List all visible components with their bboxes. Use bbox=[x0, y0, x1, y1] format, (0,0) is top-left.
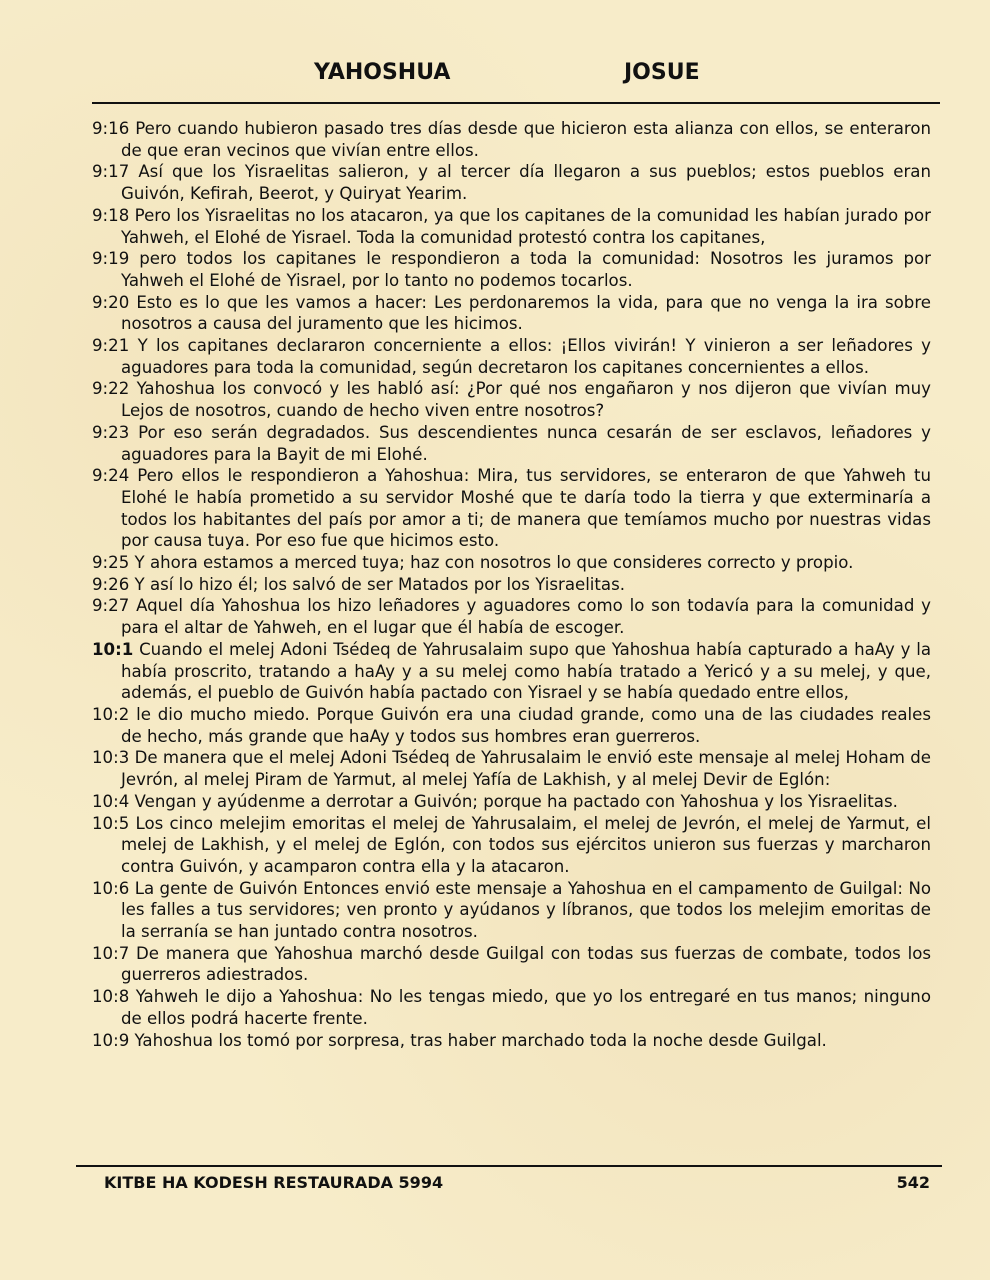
verse-text-body: Pero cuando hubieron pasado tres días desde que hicieron esta alianza con ellos, se enteraron de que eran vecinos que vivían entre ellos. bbox=[121, 119, 931, 160]
verse bbox=[92, 205, 931, 248]
verse-reference: 10:3 bbox=[92, 748, 130, 768]
verse bbox=[92, 813, 931, 878]
verse-reference: 9:25 bbox=[92, 553, 130, 573]
verse-text-body: pero todos los capitanes le respondieron a toda la comunidad: Nosotros les juramos por Yahweh el Elohé de Yisrael, por lo tanto no podemos tocarlos. bbox=[121, 249, 931, 290]
verse-text-body: Yahoshua los tomó por sorpresa, tras haber marchado toda la noche desde Guilgal. bbox=[134, 1030, 827, 1050]
verse bbox=[92, 161, 931, 204]
verse bbox=[92, 704, 931, 747]
verse-reference: 9:27 bbox=[92, 596, 130, 616]
verse-reference: 10:2 bbox=[92, 704, 130, 724]
verse-text-body: Y ahora estamos a merced tuya; haz con nosotros lo que consideres correcto y propio. bbox=[134, 553, 854, 573]
verse-text bbox=[92, 118, 931, 1051]
verse-text-body: le dio mucho miedo. Porque Guivón era una ciudad grande, como una de las ciudades reales de hecho, más grande que haAy y todos sus hombres eran guerreros. bbox=[121, 704, 931, 746]
verse bbox=[92, 595, 931, 638]
verse-text-body: Así que los Yisraelitas salieron, y al tercer día llegaron a sus pueblos; estos pueblos eran Guivón, Kefirah, Beerot, y Quiryat Yearim. bbox=[121, 162, 931, 204]
verse-text-body: Esto es lo que les vamos a hacer: Les perdonaremos la vida, para que no venga la ira sobre nosotros a causa del juramento que les hicimos. bbox=[121, 292, 931, 334]
verse-reference: 9:21 bbox=[92, 336, 130, 356]
verse bbox=[92, 422, 931, 465]
verse-reference: 9:20 bbox=[92, 292, 130, 312]
verse-text-body: De manera que el melej Adoni Tsédeq de Yahrusalaim le envió este mensaje al melej Hoham de Jevrón, al melej Piram de Yarmut, al melej Yafía de Lakhish, y al melej Devir de Eglón: bbox=[121, 748, 931, 790]
verse-reference: 9:17 bbox=[92, 162, 130, 182]
verse-text-body: Los cinco melejim emoritas el melej de Yahrusalaim, el melej de Jevrón, el melej de Yarmut, el melej de Lakhish, y el melej de Eglón, con todos sus ejércitos unieron sus fuerzas y marcharon contra Guivón, y acamparon contra ella y la atacaron. bbox=[121, 813, 931, 876]
verse-text-body: La gente de Guivón Entonces envió este mensaje a Yahoshua en el campamento de Guilgal: No les falles a tus servidores; ven pronto y ayúdanos y líbranos, que todos los melejim emoritas de la serranía se han juntado contra nosotros. bbox=[121, 878, 932, 942]
verse bbox=[92, 574, 931, 596]
verse-text-body: Pero los Yisraelitas no los atacaron, ya que los capitanes de la comunidad les habían jurado por Yahweh, el Elohé de Yisrael. Toda la comunidad protestó contra los capitanes, bbox=[121, 205, 931, 247]
verse-text-body: Cuando el melej Adoni Tsédeq de Yahrusalaim supo que Yahoshua había capturado a haAy y la había proscrito, tratando a haAy y a su melej como había tratado a Yericó y a su melej, y que, además, el pueblo de Guivón había pactado con Yisrael y se había quedado entre ellos, bbox=[121, 639, 931, 703]
verse-text-body: De manera que Yahoshua marchó desde Guilgal con todas sus fuerzas de combate, todos los guerreros adiestrados. bbox=[121, 943, 931, 985]
verse bbox=[92, 378, 931, 421]
verse bbox=[92, 878, 931, 943]
verse bbox=[92, 747, 931, 790]
verse-reference: 10:7 bbox=[92, 943, 130, 963]
verse-reference: 10:1 bbox=[92, 639, 134, 659]
verse bbox=[92, 118, 931, 161]
verse bbox=[92, 465, 931, 552]
verse-reference: 10:4 bbox=[92, 791, 130, 811]
verse bbox=[92, 292, 931, 335]
verse-reference: 10:9 bbox=[92, 1030, 130, 1050]
verse bbox=[92, 986, 931, 1029]
verse bbox=[92, 943, 931, 986]
page-number: 542 bbox=[896, 1173, 930, 1192]
verse-text-body: Aquel día Yahoshua los hizo leñadores y aguadores como lo son todavía para la comunidad y para el altar de Yahweh, en el lugar que él había de escoger. bbox=[121, 596, 931, 638]
verse bbox=[92, 335, 931, 378]
page-header bbox=[92, 58, 940, 104]
verse-text-body: Yahoshua los convocó y les habló así: ¿Por qué nos engañaron y nos dijeron que vivían muy Lejos de nosotros, cuando de hecho viven entre nosotros? bbox=[121, 379, 931, 421]
verse-reference: 9:18 bbox=[92, 205, 130, 225]
verse-reference: 10:5 bbox=[92, 813, 130, 833]
verse bbox=[92, 552, 931, 574]
verse-text-body: Por eso serán degradados. Sus descendientes nunca cesarán de ser esclavos, leñadores y aguadores para la Bayit de mi Elohé. bbox=[121, 422, 931, 464]
verse-reference: 9:22 bbox=[92, 379, 130, 399]
verse-reference: 9:24 bbox=[92, 466, 130, 486]
verse bbox=[92, 639, 931, 704]
verse bbox=[92, 248, 931, 291]
verse bbox=[92, 1030, 931, 1052]
verse-text-body: Y así lo hizo él; los salvó de ser Matados por los Yisraelitas. bbox=[134, 574, 626, 594]
verse-reference: 10:8 bbox=[92, 987, 130, 1007]
page-footer bbox=[76, 1165, 942, 1192]
verse-reference: 9:26 bbox=[92, 574, 130, 594]
verse-text-body: Vengan y ayúdenme a derrotar a Guivón; porque ha pactado con Yahoshua y los Yisraelitas. bbox=[134, 791, 898, 811]
verse-reference: 9:16 bbox=[92, 119, 130, 138]
verse-text-body: Y los capitanes declararon concerniente a ellos: ¡Ellos vivirán! Y vinieron a ser leñadores y aguadores para toda la comunidad, según decretaron los capitanes concernientes a ellos. bbox=[121, 336, 931, 377]
header-book-spanish: JOSUE bbox=[624, 60, 700, 85]
verse-text-body: Pero ellos le respondieron a Yahoshua: Mira, tus servidores, se enteraron de que Yahweh tu Elohé le había prometido a su servidor Moshé que te daría todo la tierra y que exterminaría a todos los habitantes del país por amor a ti; de manera que temíamos mucho por nuestras vidas por causa tuya. Por eso fue que hicimos esto. bbox=[121, 466, 931, 551]
verse-reference: 9:23 bbox=[92, 422, 130, 442]
verse-reference: 9:19 bbox=[92, 249, 130, 269]
header-book-hebrew: YAHOSHUA bbox=[314, 60, 451, 85]
verse-text-body: Yahweh le dijo a Yahoshua: No les tengas miedo, que yo los entregaré en tus manos; ninguno de ellos podrá hacerte frente. bbox=[121, 987, 931, 1028]
verse bbox=[92, 791, 931, 813]
footer-title: KITBE HA KODESH RESTAURADA 5994 bbox=[104, 1173, 444, 1192]
verse-reference: 10:6 bbox=[92, 878, 130, 898]
